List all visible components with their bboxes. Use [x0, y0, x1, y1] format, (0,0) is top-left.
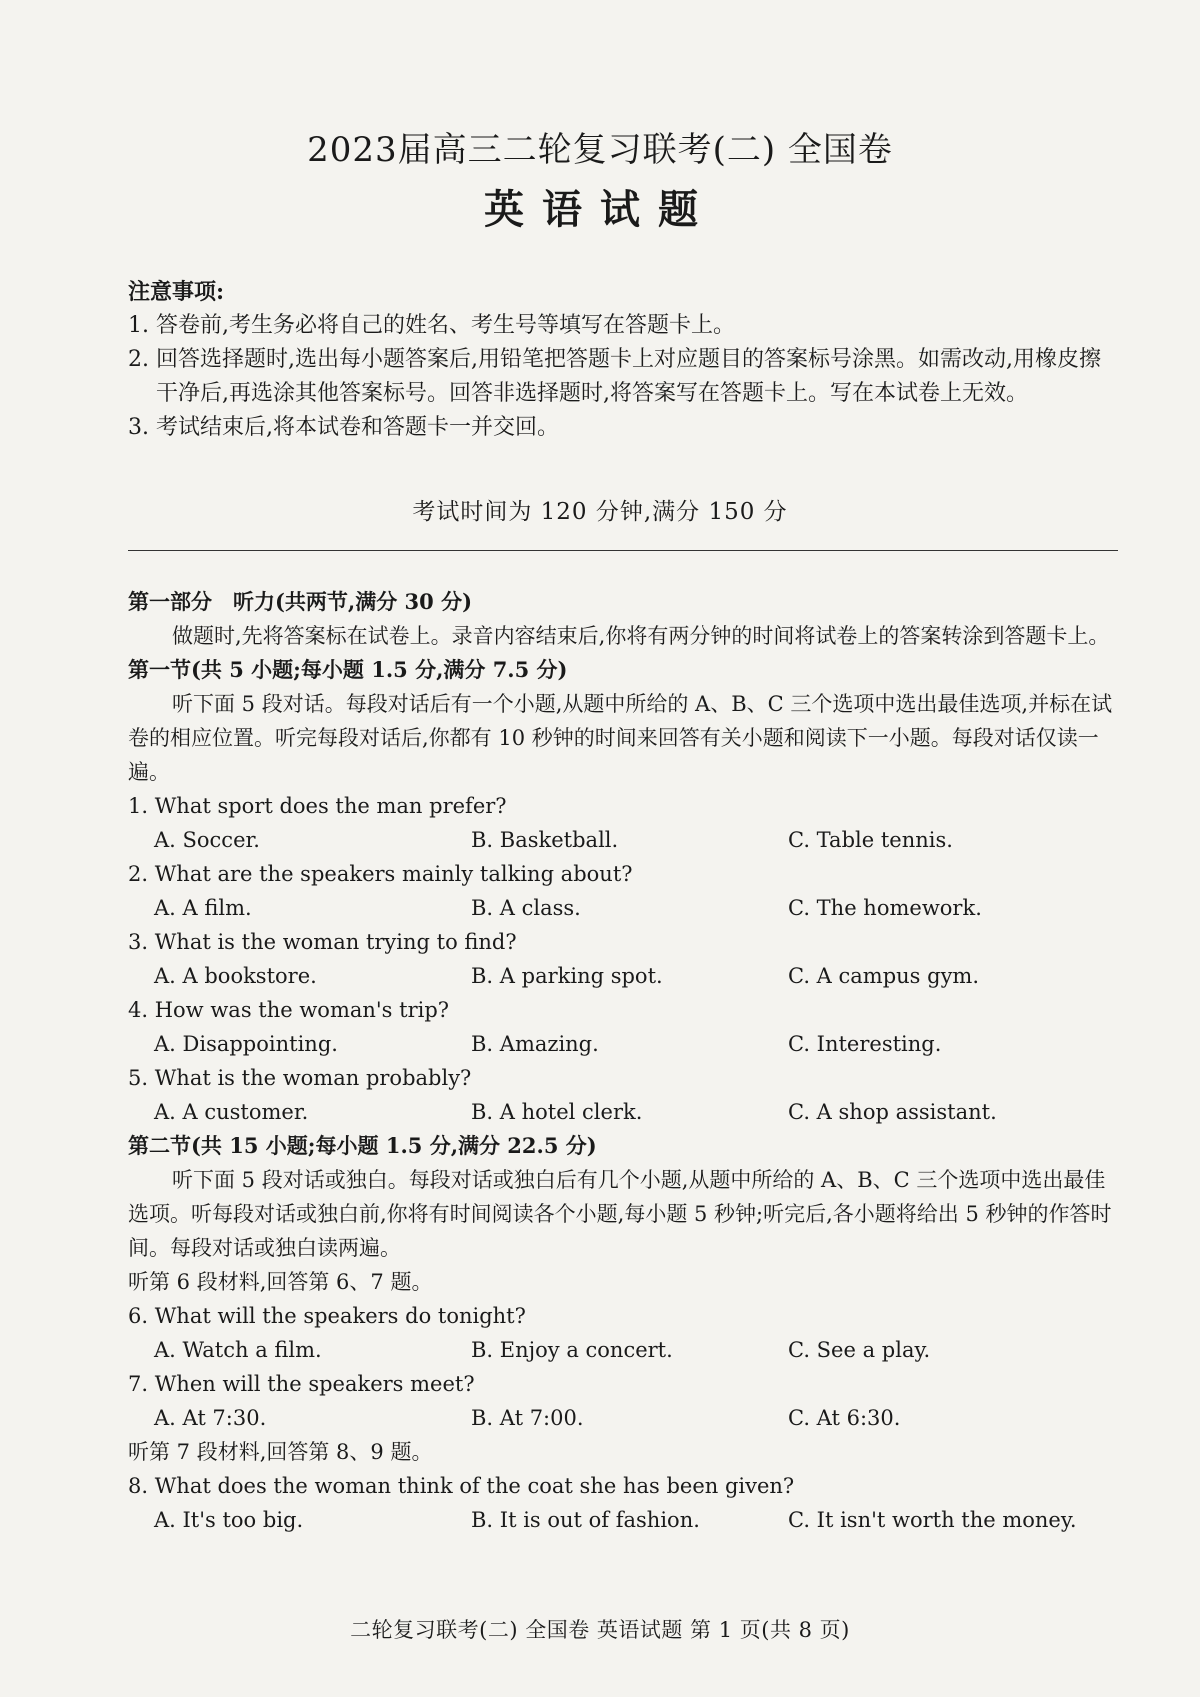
exam-title: 2023届高三二轮复习联考(二) 全国卷: [307, 130, 893, 170]
option-a: A. Watch a film.: [154, 1338, 322, 1362]
notice-item: 3. 考试结束后,将本试卷和答题卡一并交回。: [128, 415, 559, 440]
option-a: A. Disappointing.: [154, 1032, 338, 1056]
section2-intro: 听下面 5 段对话或独白。每段对话或独白后有几个小题,从题中所给的 A、B、C 三个选项中选出最佳选项。听每段对话或独白前,你将有时间阅读各个小题,每小题 5 秒钟;听完后,各小题将给出 5 秒钟的作答时间。每段对话或独白读两遍。: [128, 1168, 1112, 1260]
option-a: A. A bookstore.: [154, 964, 317, 988]
option-a: A. Soccer.: [154, 828, 260, 852]
part-intro: 做题时,先将答案标在试卷上。录音内容结束后,你将有两分钟的时间将试卷上的答案转涂到答题卡上。: [172, 624, 1110, 648]
options-4: [128, 1027, 1118, 1061]
option-b: B. A hotel clerk.: [471, 1100, 643, 1124]
question-6: 6. What will the speakers do tonight?: [128, 1304, 526, 1328]
option-b: B. A class.: [471, 896, 581, 920]
option-b: B. At 7:00.: [471, 1406, 584, 1430]
section1-heading: 第一节(共 5 小题;每小题 1.5 分,满分 7.5 分): [128, 657, 568, 682]
exam-time: 考试时间为 120 分钟,满分 150 分: [412, 499, 788, 525]
question-3: 3. What is the woman trying to find?: [128, 930, 517, 954]
option-c: C. Interesting.: [788, 1032, 942, 1056]
notice-section: [128, 275, 1118, 445]
options-5: [128, 1095, 1118, 1129]
option-c: C. A shop assistant.: [788, 1100, 997, 1124]
options-1: [128, 823, 1118, 857]
material-instruction: 听第 7 段材料,回答第 8、9 题。: [128, 1440, 433, 1464]
option-c: C. It isn't worth the money.: [788, 1508, 1077, 1532]
options-2: [128, 891, 1118, 925]
option-b: B. A parking spot.: [471, 964, 663, 988]
option-a: A. A customer.: [154, 1100, 309, 1124]
question-4: 4. How was the woman's trip?: [128, 998, 450, 1022]
options-8: [128, 1503, 1118, 1537]
option-a: A. A film.: [154, 896, 252, 920]
question-8: 8. What does the woman think of the coat she has been given?: [128, 1474, 795, 1498]
listening-part: [128, 585, 1118, 1537]
option-b: B. Amazing.: [471, 1032, 599, 1056]
question-5: 5. What is the woman probably?: [128, 1066, 472, 1090]
question-1: 1. What sport does the man prefer?: [128, 794, 507, 818]
section2-heading: 第二节(共 15 小题;每小题 1.5 分,满分 22.5 分): [128, 1133, 597, 1158]
option-b: B. Basketball.: [471, 828, 619, 852]
subject-title: 英语试题: [484, 186, 716, 233]
section1-intro: 听下面 5 段对话。每段对话后有一个小题,从题中所给的 A、B、C 三个选项中选出最佳选项,并标在试卷的相应位置。听完每段对话后,你都有 10 秒钟的时间来回答有关小题和阅读下一小题。每段对话仅读一遍。: [128, 692, 1113, 784]
option-c: C. The homework.: [788, 896, 982, 920]
options-7: [128, 1401, 1118, 1435]
question-2: 2. What are the speakers mainly talking about?: [128, 862, 633, 886]
option-c: C. Table tennis.: [788, 828, 953, 852]
part-heading: 第一部分 听力(共两节,满分 30 分): [128, 589, 473, 614]
option-a: A. At 7:30.: [154, 1406, 267, 1430]
notice-item: 1. 答卷前,考生务必将自己的姓名、考生号等填写在答题卡上。: [128, 313, 735, 338]
option-c: C. At 6:30.: [788, 1406, 901, 1430]
option-b: B. Enjoy a concert.: [471, 1338, 673, 1362]
options-6: [128, 1333, 1118, 1367]
notice-item: 2. 回答选择题时,选出每小题答案后,用铅笔把答题卡上对应题目的答案标号涂黑。如需改动,用橡皮擦干净后,再选涂其他答案标号。回答非选择题时,将答案写在答题卡上。写在本试卷上无效。: [128, 347, 1101, 406]
material-instruction: 听第 6 段材料,回答第 6、7 题。: [128, 1270, 433, 1294]
option-a: A. It's too big.: [154, 1508, 304, 1532]
question-7: 7. When will the speakers meet?: [128, 1372, 475, 1396]
option-c: C. See a play.: [788, 1338, 931, 1362]
divider: [128, 550, 1118, 551]
page-footer: 二轮复习联考(二) 全国卷 英语试题 第 1 页(共 8 页): [350, 1618, 850, 1642]
option-b: B. It is out of fashion.: [471, 1508, 700, 1532]
option-c: C. A campus gym.: [788, 964, 980, 988]
notice-heading: 注意事项:: [128, 279, 225, 305]
options-3: [128, 959, 1118, 993]
